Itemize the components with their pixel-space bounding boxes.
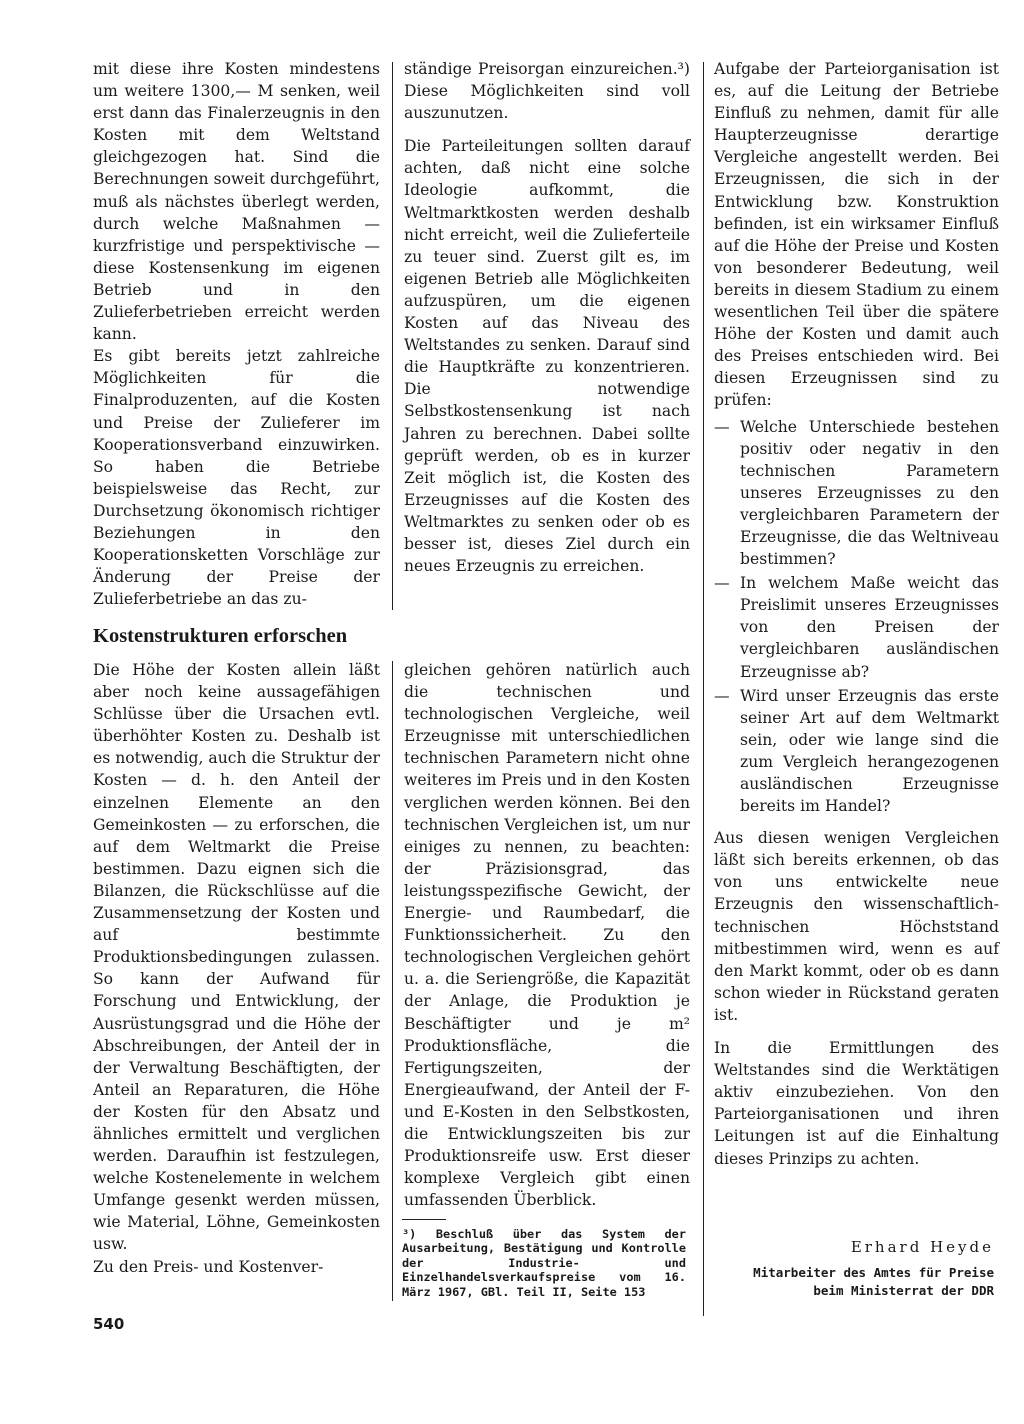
- column-top-left: [93, 58, 380, 610]
- paragraph: ständige Preisorgan einzureichen.³) Diese Möglichkeiten sind voll auszunutzen.: [404, 60, 690, 123]
- list-item: — In welchem Maße weicht das Preislimit unseres Erzeugnisses von den Preisen der vergleichbaren ausländischen Erzeugnisse ab?: [714, 572, 999, 682]
- affiliation-line: beim Ministerrat der DDR: [813, 1283, 994, 1298]
- footnote-rule: [402, 1219, 446, 1220]
- footnote: ³) Beschluß über das System der Ausarbeitung, Bestätigung und Kontrolle der Industrie- und Einzelhandelsverkaufspreise vom 16. März 1967, GBl. Teil II, Seite 153: [402, 1227, 686, 1299]
- paragraph: gleichen gehören natürlich auch die technischen und technologischen Vergleiche, weil Erzeugnisse mit unterschiedlichen technischen Parametern nicht ohne weiteres im Preis und in den Kosten verglichen werden können. Bei den technischen Vergleichen ist, um nur einiges zu nennen, zu beachten: der Präzisionsgrad, das leistungsspezifische Gewicht, der Energie- und Raumbedarf, die Funktionssicherheit. Zu den technologischen Vergleichen gehört u. a. die Seriengröße, die Kapazität der Anlage, die Produktion je Beschäftigter und je m² Produktionsfläche, die Fertigungszeiten, der Energieaufwand, der Anteil der F- und E-Kosten in den Selbstkosten, die Entwicklungszeiten bis zur Produktionsreife usw. Erst dieser komplexe Vergleich gibt einen umfassenden Überblick.: [404, 661, 690, 1210]
- list-item: — Welche Unterschiede bestehen positiv oder negativ in den technischen Parametern unseres Erzeugnisses zu den vergleichbaren Parametern der Erzeugnisse, die das Weltniveau bestimmen?: [714, 416, 999, 571]
- page-number: 540: [93, 1315, 125, 1333]
- author-name: Erhard Heyde: [850, 1238, 994, 1256]
- paragraph: mit diese ihre Kosten mindestens um weitere 1300,— M senken, weil erst dann das Finalerzeugnis in den Kosten mit dem Weltstand gleichgezogen hat. Sind die Berechnungen soweit durchgeführt, muß als nächstes überlegt werden, durch welche Maßnahmen — kurzfristige und perspektivische — diese Kostensenkung im eigenen Betrieb und in den Zulieferbetrieben erreicht werden kann.: [93, 60, 380, 344]
- column-bottom-middle: [404, 659, 690, 1211]
- affiliation-line: Mitarbeiter des Amtes für Preise: [753, 1265, 994, 1280]
- paragraph: Die Parteileitungen sollten darauf achten, daß nicht eine solche Ideologie aufkommt, die Weltmarktkosten werden deshalb nicht erreicht, weil die Zulieferteile zu teuer sind. Zuerst gilt es, im eigenen Betrieb alle Möglichkeiten aufzuspüren, um die eigenen Kosten auf das Niveau des Weltstandes zu senken. Darauf sind die Hauptkräfte zu konzentrieren. Die notwendige Selbstkostensenkung ist nach Jahren zu berechnen. Dabei sollte geprüft werden, ob es in kurzer Zeit möglich ist, die Kosten des Erzeugnisses auf die Kosten des Weltmarktes zu senken oder ob es besser ist, dieses Ziel durch ein neues Erzeugnis zu erreichen.: [404, 137, 690, 576]
- column-right: [714, 58, 999, 1170]
- column-rule: [392, 661, 393, 1301]
- list-item: — Wird unser Erzeugnis das erste seiner Art auf dem Weltmarkt sein, oder wie lange sind die zum Vergleich herangezogenen ausländischen Erzeugnisse bereits im Handel?: [714, 685, 999, 818]
- paragraph: In die Ermittlungen des Weltstandes sind die Werktätigen aktiv einzubeziehen. Von den Parteiorganisationen und ihren Leitungen ist auf die Einhaltung dieses Prinzips zu achten.: [714, 1039, 999, 1168]
- column-bottom-left: [93, 659, 380, 1278]
- paragraph: Es gibt bereits jetzt zahlreiche Möglichkeiten für die Finalproduzenten, auf die Kosten und Preise der Zulieferer im Kooperationsverband einzuwirken. So haben die Betriebe beispielsweise das Recht, zur Durchsetzung ökonomisch richtiger Beziehungen in den Kooperationsketten Vorschläge zur Änderung der Preise der Zulieferbetriebe an das zu-: [93, 347, 380, 609]
- section-heading: Kostenstrukturen erforschen: [93, 625, 348, 647]
- column-rule: [703, 62, 704, 1316]
- paragraph: Aus diesen wenigen Vergleichen läßt sich bereits erkennen, ob das von uns entwickelte neue Erzeugnis den wissenschaftlich-technischen Höchststand mitbestimmen wird, wenn es auf den Markt kommt, oder ob es dann schon wieder in Rückstand geraten ist.: [714, 829, 999, 1024]
- paragraph: Aufgabe der Parteiorganisation ist es, auf die Leitung der Betriebe Einfluß zu nehmen, damit für alle Haupterzeugnisse derartige Vergleiche angestellt werden. Bei Erzeugnissen, die sich in der Entwicklung bzw. Konstruktion befinden, ist ein wirksamer Einfluß auf die Höhe der Preise und Kosten von besonderer Bedeutung, weil bereits in diesem Stadium zu einem wesentlichen Teil über die spätere Höhe der Kosten und damit auch des Preises entschieden wird. Bei diesen Erzeugnissen sind zu prüfen:: [714, 60, 999, 410]
- author-affiliation: [716, 1264, 994, 1300]
- question-list: [714, 416, 999, 818]
- paragraph: Zu den Preis- und Kostenver-: [93, 1257, 324, 1276]
- paragraph: Die Höhe der Kosten allein läßt aber noch keine aussagefähigen Schlüsse über die Ursachen evtl. überhöhter Kosten zu. Deshalb ist es notwendig, auch die Struktur der Kosten — d. h. den Anteil der einzelnen Elemente an den Gemeinkosten — zu erforschen, die auf dem Weltmarkt die Preise bestimmen. Dazu eignen sich die Bilanzen, die Rückschlüsse auf die Zusammensetzung der Kosten und auf bestimmte Produktionsbedingungen zulassen. So kann der Aufwand für Forschung und Entwicklung, der Ausrüstungsgrad und die Höhe der Abschreibungen, der Anteil der in der Verwaltung Beschäftigten, der Anteil an Reparaturen, die Höhe der Kosten für den Absatz und ähnliches ermittelt und verglichen werden. Daraufhin ist festzulegen, welche Kostenelemente in welchem Umfange gesenkt werden müssen, wie Material, Löhne, Gemeinkosten usw.: [93, 661, 380, 1254]
- column-rule: [392, 62, 393, 610]
- column-top-middle: [404, 58, 690, 577]
